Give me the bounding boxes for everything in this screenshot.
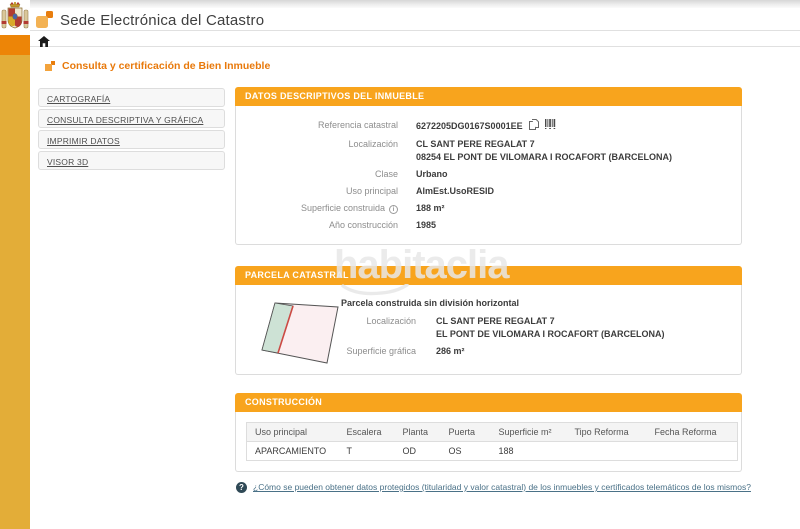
- field-value: 6272205DG0167S0001EE: [416, 119, 557, 134]
- field-value: 1985: [416, 220, 437, 230]
- field-clase: [236, 168, 731, 181]
- catastro-logo-icon: [36, 11, 54, 29]
- app-title: Sede Electrónica del Catastro: [60, 11, 265, 29]
- field-localizacion: [236, 138, 731, 164]
- field-label: Superficie construida i: [236, 202, 398, 215]
- habitaclia-watermark: habitaclia: [334, 243, 509, 287]
- field-label: Año construcción: [328, 220, 398, 230]
- field-superficie-grafica: [341, 345, 731, 358]
- protected-data-help-link[interactable]: ¿Cómo se pueden obtener datos protegidos (titularidad y valor catastral) de los inmuebles y certificados telemáticos de los mismos?: [253, 482, 751, 492]
- table-cell: [567, 442, 647, 461]
- home-icon[interactable]: [38, 34, 50, 45]
- field-value: Urbano: [416, 169, 448, 179]
- sidebar-item-visor-3d[interactable]: [38, 151, 225, 170]
- field-label: Referencia catastral: [317, 120, 398, 130]
- panel-header: CONSTRUCCIÓN: [235, 393, 742, 412]
- top-gradient-strip: [0, 0, 800, 8]
- page-title: Consulta y certificación de Bien Inmueble: [62, 60, 271, 72]
- table-cell: [647, 442, 738, 461]
- field-referencia-catastral: [236, 119, 731, 134]
- parcela-subtitle: Parcela construida sin división horizontal: [341, 298, 520, 308]
- field-label: Localización: [366, 316, 416, 326]
- sidebar-item-label[interactable]: CONSULTA DESCRIPTIVA Y GRÁFICA: [47, 115, 204, 125]
- field-label: Uso principal: [345, 186, 398, 196]
- sidebar-item-label[interactable]: VISOR 3D: [47, 157, 89, 167]
- field-localizacion: [341, 315, 731, 341]
- table-cell: OD: [395, 442, 441, 461]
- section-square-icon: [45, 61, 55, 71]
- table-header-cell: Planta: [395, 423, 441, 442]
- table-header-cell: Escalera: [339, 423, 395, 442]
- table-row: [247, 442, 738, 461]
- construccion-table: [246, 422, 738, 461]
- table-cell: T: [339, 442, 395, 461]
- table-header-row: [247, 423, 738, 442]
- table-header-cell: Puerta: [441, 423, 491, 442]
- orange-accent-block: [0, 35, 30, 55]
- field-value: CL SANT PERE REGALAT 7 EL PONT DE VILOMARA I ROCAFORT (BARCELONA): [436, 316, 665, 339]
- field-anio-construccion: [236, 219, 731, 232]
- field-value: AlmEst.UsoRESID: [416, 186, 495, 196]
- sidebar-menu: [38, 88, 225, 172]
- panel-header: DATOS DESCRIPTIVOS DEL INMUEBLE: [235, 87, 742, 106]
- panel-parcela-catastral: [235, 266, 742, 375]
- breadcrumb-bar: [30, 30, 800, 47]
- field-label: Clase: [374, 169, 398, 179]
- sidebar-item-label[interactable]: IMPRIMIR DATOS: [47, 136, 120, 146]
- footer-help-row: [236, 482, 796, 493]
- panel-body: [235, 285, 742, 375]
- field-value: 188 m²: [416, 203, 445, 213]
- panel-body: [235, 106, 742, 245]
- barcode-icon[interactable]: [545, 119, 557, 134]
- panel-construccion: [235, 393, 742, 472]
- panel-header: PARCELA CATASTRAL: [235, 266, 742, 285]
- sidebar-item-consulta-descriptiva[interactable]: [38, 109, 225, 128]
- field-superficie-construida: [236, 202, 731, 215]
- table-header-cell: Uso principal: [247, 423, 339, 442]
- page-title-row: [45, 60, 270, 72]
- field-value: 286 m²: [436, 346, 465, 356]
- table-header-cell: Superficie m²: [491, 423, 567, 442]
- info-circle-icon[interactable]: i: [389, 205, 398, 214]
- field-label: Superficie gráfica: [346, 346, 416, 356]
- field-uso-principal: [236, 185, 731, 198]
- spain-coat-of-arms: [0, 0, 30, 35]
- copy-pages-icon[interactable]: [529, 119, 539, 134]
- field-label: Localización: [348, 139, 398, 149]
- table-cell: APARCAMIENTO: [247, 442, 339, 461]
- parcel-map-image[interactable]: [251, 297, 346, 367]
- aerial-photo-strip: [0, 55, 30, 529]
- table-cell: OS: [441, 442, 491, 461]
- sidebar-item-imprimir-datos[interactable]: [38, 130, 225, 149]
- table-header-cell: Fecha Reforma: [647, 423, 738, 442]
- question-circle-icon[interactable]: ?: [236, 482, 247, 493]
- app-header: [30, 8, 800, 30]
- panel-datos-descriptivos: [235, 87, 742, 245]
- table-header-cell: Tipo Reforma: [567, 423, 647, 442]
- table-cell: 188: [491, 442, 567, 461]
- parcela-text-block: [341, 297, 731, 358]
- field-value: CL SANT PERE REGALAT 7 08254 EL PONT DE VILOMARA I ROCAFORT (BARCELONA): [416, 139, 673, 162]
- brand: [36, 11, 264, 29]
- sidebar-item-label[interactable]: CARTOGRAFÍA: [47, 94, 111, 104]
- panel-body: [235, 412, 742, 472]
- sidebar-item-cartografia[interactable]: [38, 88, 225, 107]
